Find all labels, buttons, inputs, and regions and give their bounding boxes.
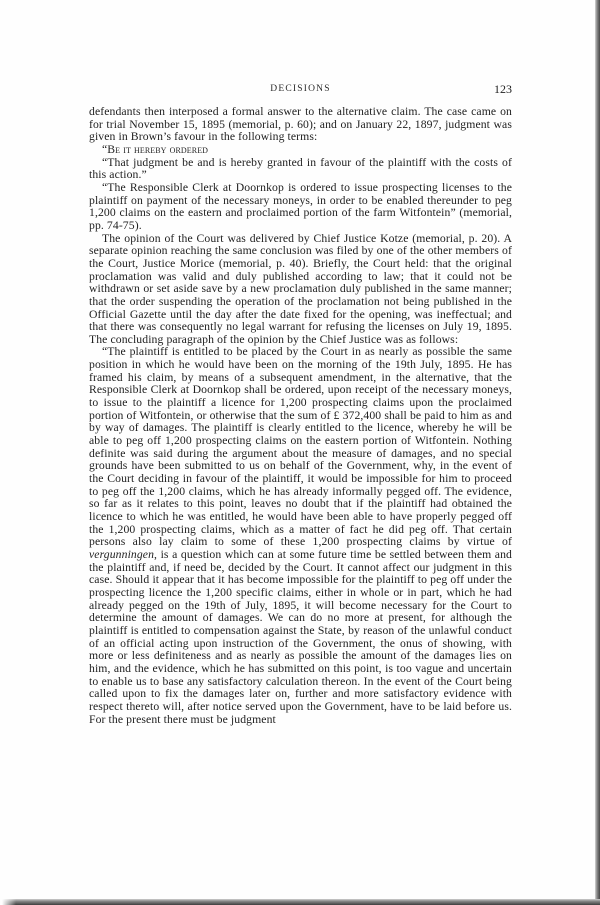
page-header (89, 84, 512, 98)
quote-text-before-italic: “The plaintiff is entitled to be placed by the Court in as nearly as possible the same position in which he would have been on the morning of the 19th July, 1895. He has framed his claim, by means of a subsequent amendment, in the alternative, that the Responsible Clerk at Doornkop shall be ordered, upon receipt of the necessary moneys, to issue to the plaintiff a licence for 1,200 prospecting claims upon the proclaimed portion of Witfontein, or otherwise that the sum of £ 372,400 shall be paid to him as and by way of damages. The plaintiff is clearly entitled to the licence, whereby he will be able to peg off 1,200 prospecting claims on the eastern portion of Witfontein. Nothing definite was said during the argument about the measure of damages, and no special grounds have been submitted to us on behalf of the Government, why, in the event of the Court deciding in favour of the plaintiff, it would be impossible for him to proceed to peg off the 1,200 claims, which he has already informally pegged off. The evidence, so far as it relates to this point, leaves no doubt that if the plaintiff had obtained the licence to which he was entitled, he would have been able to have properly pegged off the 1,200 prospecting claims, which as a matter of fact he did peg off. That certain persons also lay claim to some of these 1,200 prospecting claims by virtue of (89, 345, 512, 549)
paragraph-responsible-clerk: “The Responsible Clerk at Doornkop is ordered to issue prospecting licenses to the plaintiff on payment of the necessary moneys, in order to be enabled thereunder to peg 1,200 claims on the eastern and proclaimed portion of the farm Witfontein” (memorial, pp. 74-75). (89, 180, 512, 232)
page-content (89, 84, 512, 726)
italic-term: vergunningen (89, 547, 155, 561)
scan-shadow-right (595, 0, 600, 903)
running-title: DECISIONS (270, 84, 331, 94)
quote-text-after-italic: , is a question which can at some future time be settled between them and the plaintiff and, if need be, decided by the Court. It cannot affect our judgment in this case. Should it appear that it has become impossible for the plaintiff to peg off under the prospecting licence the 1,200 specific claims, either in whole or in part, which he had already pegged on the 19th of July, 1895, it will become necessary for the Court to determine the amount of damages. We can do no more at present, for although the plaintiff is entitled to compensation against the State, by reason of the unlawful conduct of an official acting upon instruction of the Government, the onus of showing, with more or less definiteness and as nearly as possible the amount of the damages lies on him, and the evidence, which he has submitted on this point, is too vague and uncertain to enable us to base any satisfactory calculation thereon. In the event of the Court being called upon to fix the damages later on, further and more satisfactory evidence with respect thereto will, after notice served upon the Government, have to be laid before us. For the present there must be judgment (89, 547, 512, 726)
paragraph-concluding-quote (89, 346, 512, 726)
paragraph-continuation: defendants then interposed a formal answer to the alternative claim. The case came on for trial November 15, 1895 (memorial, p. 60); and on January 22, 1897, judgment was given in Brown’s favour in the following terms: (89, 105, 512, 144)
body-text (89, 106, 512, 726)
page-number: 123 (494, 82, 512, 96)
paragraph-judgment-granted: “That judgment be and is hereby granted in favour of the plaintiff with the costs of this action.” (89, 155, 512, 182)
paragraph-order-heading: “Be it hereby ordered (102, 142, 209, 156)
scan-shadow-bottom (2, 899, 600, 905)
paragraph-court-opinion: The opinion of the Court was delivered by Chief Justice Kotze (memorial, p. 20). A separate opinion reaching the same conclusion was filed by one of the other members of the Court, Justice Morice (memorial, p. 40). Briefly, the Court held: that the original proclamation was valid and duly published according to law; that it could not be withdrawn or set aside save by a new proclamation duly published in the same manner; that the order suspending the operation of the proclamation not being published in the Official Gazette until the day after the date fixed for the opening, was ineffectual; and that there was consequently no legal warrant for refusing the licenses on July 19, 1895. The concluding paragraph of the opinion by the Chief Justice was as follows: (89, 231, 512, 346)
